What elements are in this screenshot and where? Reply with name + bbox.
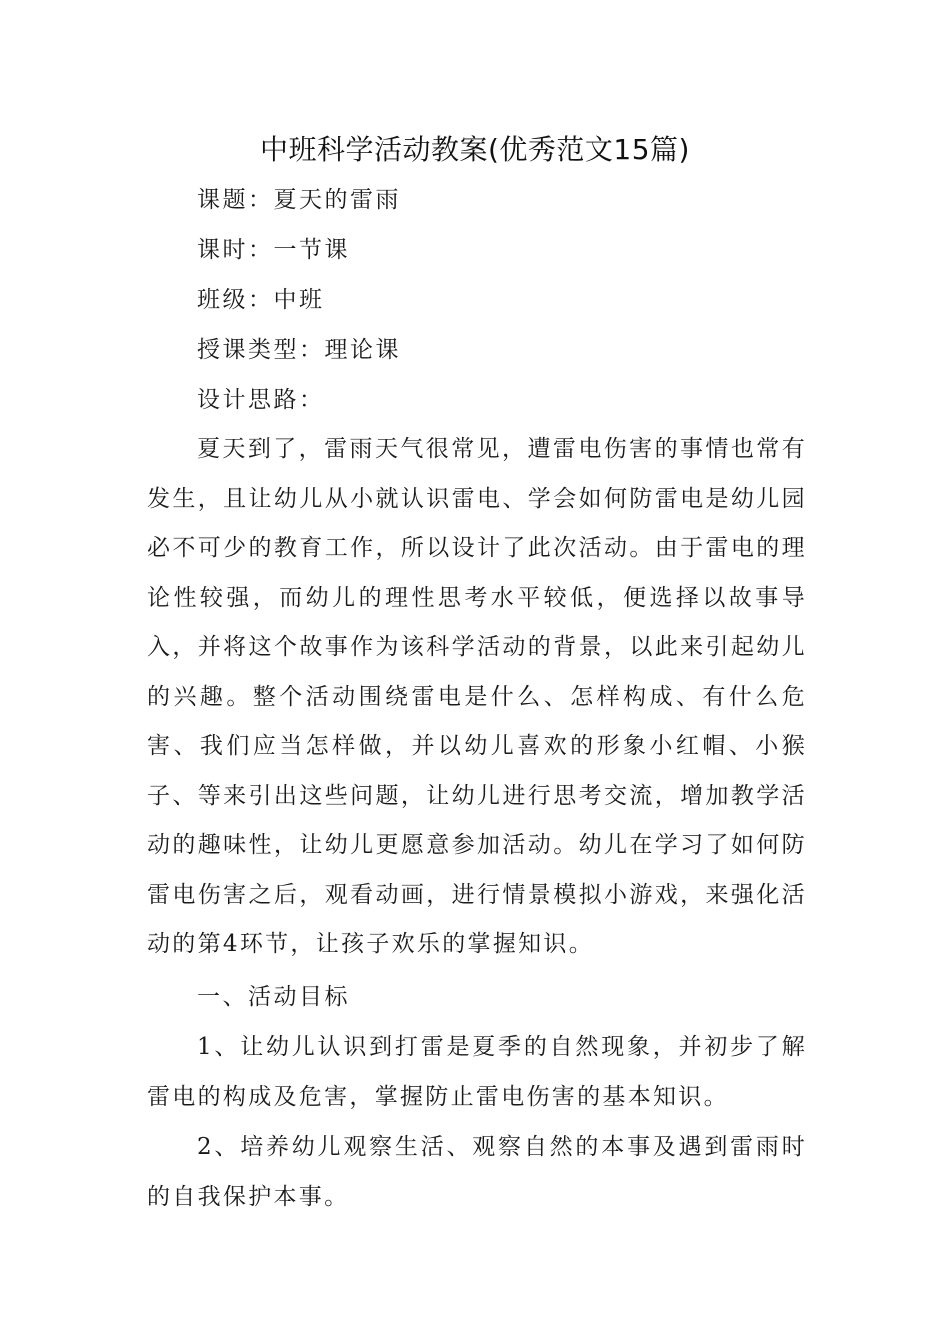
design-paragraph: 夏天到了，雷雨天气很常见，遭雷电伤害的事情也常有发生，且让幼儿从小就认识雷电、学会如何防雷电是幼儿园必不可少的教育工作，所以设计了此次活动。由于雷电的理论性较强，而幼儿的理性思考水平较低，便选择以故事导入，并将这个故事作为该科学活动的背景，以此来引起幼儿的兴趣。整个活动围绕雷电是什么、怎样构成、有什么危害、我们应当怎样做，并以幼儿喜欢的形象小红帽、小猴子、等来引出这些问题，让幼儿进行思考交流，增加教学活动的趣味性，让幼儿更愿意参加活动。幼儿在学习了如何防雷电伤害之后，观看动画，进行情景模拟小游戏，来强化活动的第4环节，让孩子欢乐的掌握知识。	[147, 436, 807, 957]
meta-lesson-type: 授课类型：理论课	[197, 337, 401, 363]
meta-design-heading: 设计思路：	[197, 387, 325, 413]
goal-item-1: 1、让幼儿认识到打雷是夏季的自然现象，并初步了解雷电的构成及危害，掌握防止雷电伤害的基本知识。	[147, 1034, 807, 1110]
meta-topic: 课题：夏天的雷雨	[197, 187, 401, 213]
meta-class: 班级：中班	[197, 287, 325, 313]
section-heading-goals: 一、活动目标	[197, 984, 350, 1010]
goal-item-2: 2、培养幼儿观察生活、观察自然的本事及遇到雷雨时的自我保护本事。	[147, 1134, 807, 1210]
meta-duration: 课时：一节课	[197, 237, 350, 263]
document-title: 中班科学活动教案(优秀范文15篇)	[260, 133, 690, 166]
